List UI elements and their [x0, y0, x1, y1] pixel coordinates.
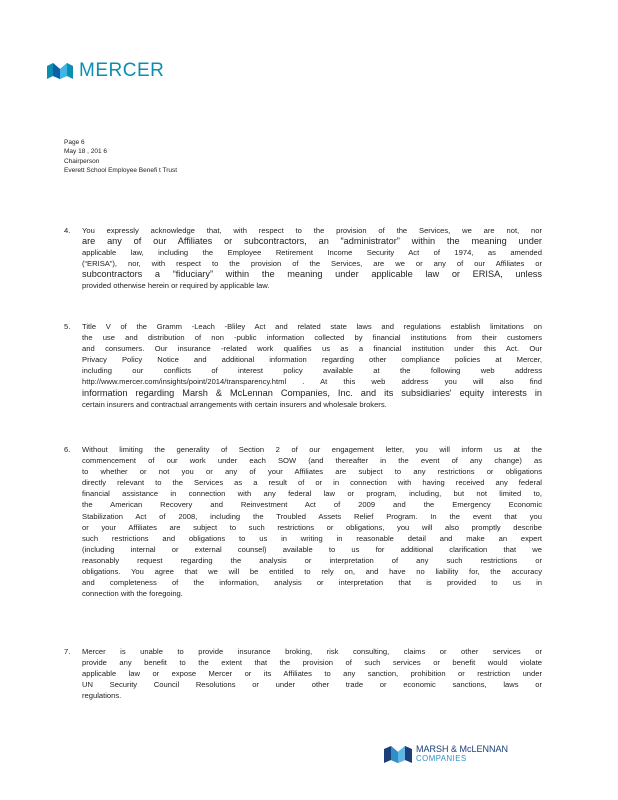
- header-recipient-line: Chairperson: [64, 157, 100, 165]
- clause-line: provide any benefit to the extent that the provision of such services or benefit would violate: [82, 658, 542, 668]
- clause-line: UN Security Council Resolutions or under other trade or economic sanctions, laws or: [82, 680, 542, 690]
- clause-line: are any of our Affiliates or subcontractors, an “administrator” within the meaning under: [82, 236, 542, 247]
- footer-logo-line2: COMPANIES: [416, 754, 467, 763]
- clause-number: 5.: [64, 322, 71, 331]
- clause-line: certain insurers and contractual arrangements with certain insurers and wholesale brokers.: [82, 399, 387, 409]
- marsh-mclennan-logo-icon: [384, 746, 412, 763]
- clause-line: Privacy Policy Notice and additional information regarding other compliance policies at Mercer,: [82, 355, 542, 365]
- header-date-line: May 18 , 201 6: [64, 148, 107, 156]
- clause-line: to whether or not you or any of your Affiliates are subject to any restrictions or obligations: [82, 467, 542, 477]
- clause-line: Without limiting the generality of Section 2 of our engagement letter, you will inform us at the: [82, 445, 542, 454]
- clause-line: or your Affiliates are subject to such restrictions or obligations, you will also promptly describe: [82, 522, 542, 532]
- clause-line: applicable law, including the Employee Retirement Income Security Act of 1974, as amended: [82, 248, 542, 258]
- clause-line: connection with the foregoing.: [82, 589, 183, 599]
- mercer-logo-text: MERCER: [79, 60, 165, 81]
- clause-line: such restrictions and obligations to us in writing in reasonable detail and make an expert: [82, 533, 542, 543]
- marsh-mclennan-logo-text: [416, 745, 508, 763]
- clause-line: subcontractors a “fiduciary” within the meaning under applicable law or ERISA, unless: [82, 269, 542, 280]
- clause-number: 6.: [64, 445, 71, 454]
- marsh-mclennan-logo: [384, 745, 508, 763]
- clause-line: commencement of our work under each SOW (and thereafter in the event of any change) as: [82, 456, 542, 466]
- clause-line: including our conflicts of interest policy available at the following web address: [82, 366, 542, 376]
- mercer-logo-icon: [47, 63, 73, 79]
- clause-line: provided otherwise herein or required by applicable law.: [82, 281, 270, 291]
- clause-line: directly relevant to the Services as a result of or in connection with having received any federal: [82, 478, 542, 488]
- clause-line: (“ERISA”), nor, with respect to the provision of the Services, are we or any of our Affiliates or: [82, 259, 542, 269]
- clause-body: [82, 225, 542, 292]
- clause-number: 4.: [64, 226, 71, 235]
- clause-line: Title V of the Gramm -Leach -Bliley Act and related state laws and regulations establish limitations on: [82, 322, 542, 331]
- clause-line: obligations. You agree that we will be entitled to rely on, and have no liability for, the accuracy: [82, 567, 542, 577]
- header-org-line: Everett School Employee Benefi t Trust: [64, 167, 178, 175]
- clause-5: [64, 321, 542, 410]
- clause-line: applicable law or expose Mercer or its Affiliates to any sanction, prohibition or restriction under: [82, 669, 542, 679]
- clause-line: (including internal or external counsel) available to us for additional clarification that we: [82, 544, 542, 554]
- clause-line: reasonably request regarding the analysis or interpretation of any such restrictions or: [82, 555, 542, 565]
- clause-number: 7.: [64, 647, 71, 656]
- clause-7: [64, 646, 542, 701]
- clause-line: the American Recovery and Reinvestment Act of 2009 and the Emergency Economic: [82, 500, 542, 510]
- letter-header: [64, 138, 177, 176]
- clause-line: You expressly acknowledge that, with respect to the provision of the Services, we are not, nor: [82, 226, 542, 235]
- clause-4: [64, 225, 542, 292]
- clause-body: [82, 321, 542, 410]
- clause-line: and completeness of the information, analysis or interpretation that is provided to us in: [82, 578, 542, 588]
- clause-line: http://www.mercer.com/insights/point/2014/transparency.html . At this web address you will also find: [82, 377, 542, 387]
- clause-6: [64, 444, 542, 599]
- clause-line: the use and distribution of non -public information collected by financial institutions from their customers: [82, 333, 542, 343]
- clause-line: Mercer is unable to provide insurance broking, risk consulting, claims or other services or: [82, 647, 542, 656]
- footer-logo-line1: MARSH & McLENNAN: [416, 744, 509, 754]
- header-page-line: Page 6: [64, 139, 85, 146]
- clause-line: information regarding Marsh & McLennan Companies, Inc. and its subsidiaries' equity interests in: [82, 387, 542, 398]
- clause-line: financial assistance in connection with any federal law or program, including, but not limited to,: [82, 489, 542, 499]
- mercer-logo: [47, 61, 164, 80]
- clause-body: [82, 444, 542, 599]
- clause-line: and consumers. Our insurance -related work qualifies us as a financial institution under this Act. Our: [82, 344, 542, 354]
- clause-line: regulations.: [82, 691, 122, 701]
- clause-line: Stabilization Act of 2008, including the Troubled Assets Relief Program. In the event that you: [82, 511, 542, 521]
- clause-body: [82, 646, 542, 701]
